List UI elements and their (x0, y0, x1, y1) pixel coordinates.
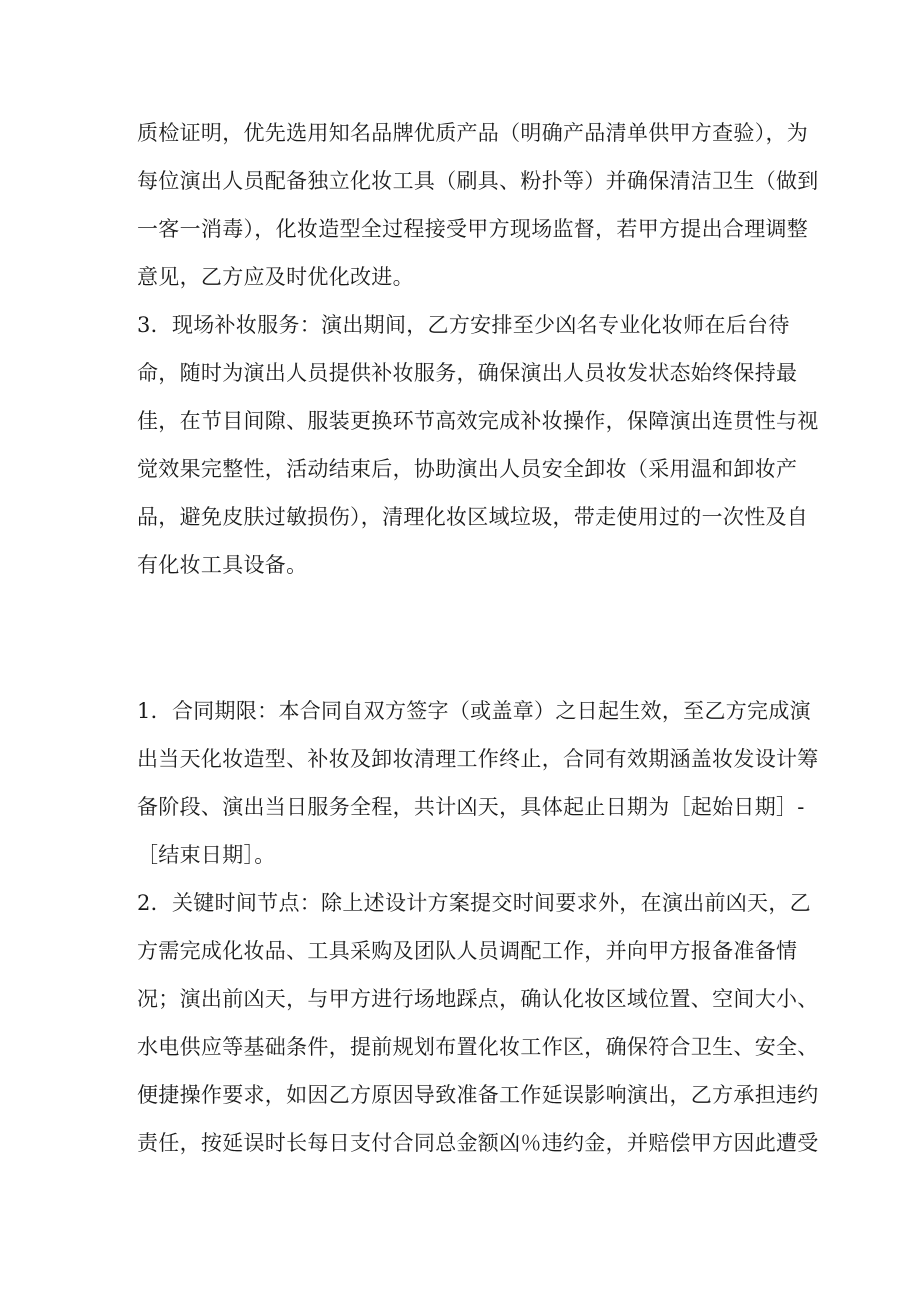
paragraph-line: 况；演出前凶天，与甲方进行场地踩点，确认化妆区域位置、空间大小、 (137, 987, 819, 1011)
paragraph-line: 每位演出人员配备独立化妆工具（刷具、粉扑等）并确保清洁卫生（做到 (137, 169, 819, 193)
paragraph-line: 有化妆工具设备。 (137, 553, 308, 577)
paragraph-line: 便捷操作要求，如因乙方原因导致准备工作延误影响演出，乙方承担违约 (137, 1083, 819, 1107)
paragraph-line: 备阶段、演出当日服务全程，共计凶天，具体起止日期为［起始日期］- (137, 795, 805, 819)
paragraph-line: 质检证明，优先选用知名品牌优质产品（明确产品清单供甲方查验），为 (137, 121, 809, 145)
paragraph-line: 方需完成化妆品、工具采购及团队人员调配工作，并向甲方报备准备情 (137, 939, 798, 963)
paragraph-line: 水电供应等基础条件，提前规划布置化妆工作区，确保符合卫生、安全、 (137, 1035, 819, 1059)
paragraph-line: 一客一消毒），化妆造型全过程接受甲方现场监督，若甲方提出合理调整 (137, 217, 809, 241)
paragraph-line: 1．合同期限：本合同自双方签字（或盖章）之日起生效，至乙方完成演 (137, 699, 811, 723)
paragraph-line: 3．现场补妆服务：演出期间，乙方安排至少凶名专业化妆师在后台待 (137, 313, 790, 337)
paragraph-line: 品，避免皮肤过敏损伤），清理化妆区域垃圾，带走使用过的一次性及自 (137, 505, 809, 529)
paragraph-line: 2．关键时间节点：除上述设计方案提交时间要求外，在演出前凶天，乙 (137, 891, 811, 915)
paragraph-line: 觉效果完整性，活动结束后，协助演出人员安全卸妆（采用温和卸妆产 (137, 457, 798, 481)
paragraph-line: 责任，按延误时长每日支付合同总金额凶％违约金，并赔偿甲方因此遭受 (137, 1131, 819, 1155)
paragraph-line: 命，随时为演出人员提供补妆服务，确保演出人员妆发状态始终保持最 (137, 361, 798, 385)
paragraph-line: 意见，乙方应及时优化改进。 (137, 265, 414, 289)
paragraph-line: 出当天化妆造型、补妆及卸妆清理工作终止，合同有效期涵盖妆发设计筹 (137, 747, 819, 771)
paragraph-line: ［结束日期］。 (137, 843, 276, 867)
paragraph-line: 佳，在节目间隙、服装更换环节高效完成补妆操作，保障演出连贯性与视 (137, 409, 819, 433)
